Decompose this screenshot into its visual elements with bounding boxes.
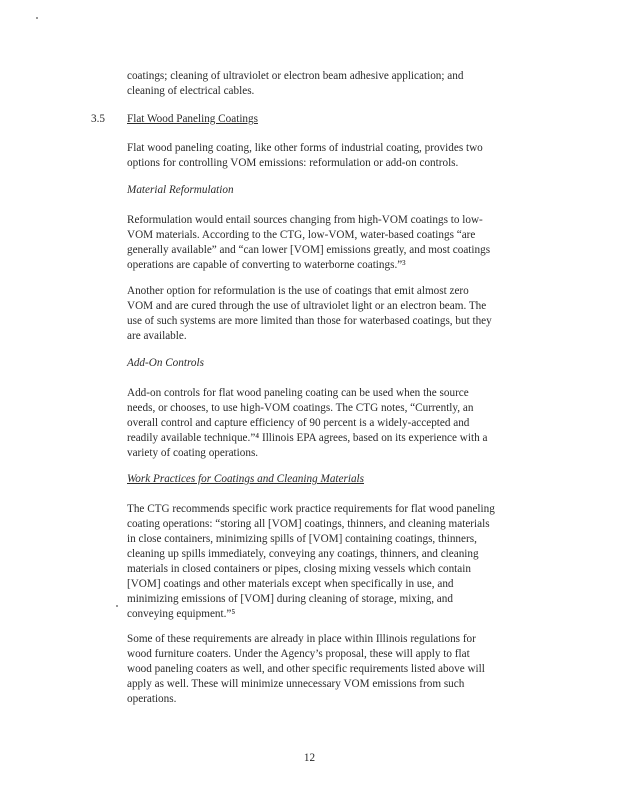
paragraph-uv-coatings: Another option for reformulation is the use of coatings that emit almost zero VOM and are cured through the use of ultraviolet light or an electron beam. The use of such systems are more limited than those for waterbased coatings, but they are available. [127, 285, 492, 342]
paragraph-reformulation: Reformulation would entail sources changing from high-VOM coatings to low- VOM materials. According to the CTG, low-VOM, water-based coatings “are generally available” and “can lower [VOM] emissions greatly, and most coatings operations are capable of converting to waterborne coatings.”³ [127, 214, 491, 271]
scan-speck [36, 17, 38, 19]
subheading-add-on-controls: Add-On Controls [127, 357, 204, 369]
paragraph-continuation: coatings; cleaning of ultraviolet or electron beam adhesive application; and cleaning of electrical cables. [127, 70, 464, 97]
section-title: Flat Wood Paneling Coatings [127, 113, 258, 125]
paragraph-add-on-controls: Add-on controls for flat wood paneling coating can be used when the source needs, or chooses, to use high-VOM coatings. The CTG notes, “Currently, an overall control and capture efficiency of 90 percent is a widely-accepted and readily available technique.”⁴ Illinois EPA agrees, based on its experience with a variety of coating operations. [127, 387, 488, 459]
paragraph-work-practices: The CTG recommends specific work practice requirements for flat wood paneling coating operations: “storing all [VOM] coatings, thinners, and cleaning materials in close containers, minimizing spills of [VOM] containing coatings, thinners, cleaning up spills immediately, conveying any coatings, thinners, and cleaning materials in closed containers or pipes, closing mixing vessels which contain [VOM] coatings and other materials except when specifically in use, and minimizing emissions of [VOM] during cleaning of storage, mixing, and conveying equipment.”⁵ [127, 503, 495, 620]
paragraph-intro: Flat wood paneling coating, like other forms of industrial coating, provides two options for controlling VOM emissions: reformulation or add-on controls. [127, 142, 483, 169]
scan-speck [116, 605, 118, 607]
paragraph-existing-requirements: Some of these requirements are already in place within Illinois regulations for wood furniture coaters. Under the Agency’s proposal, these will apply to flat wood paneling coaters as well, and other specific requirements listed above will apply as well. These will minimize unnecessary VOM emissions from such operations. [127, 633, 485, 705]
page-number: 12 [303, 752, 316, 764]
subheading-work-practices: Work Practices for Coatings and Cleaning Materials [127, 473, 365, 485]
subheading-material-reformulation: Material Reformulation [127, 184, 234, 196]
section-number: 3.5 [91, 113, 105, 125]
